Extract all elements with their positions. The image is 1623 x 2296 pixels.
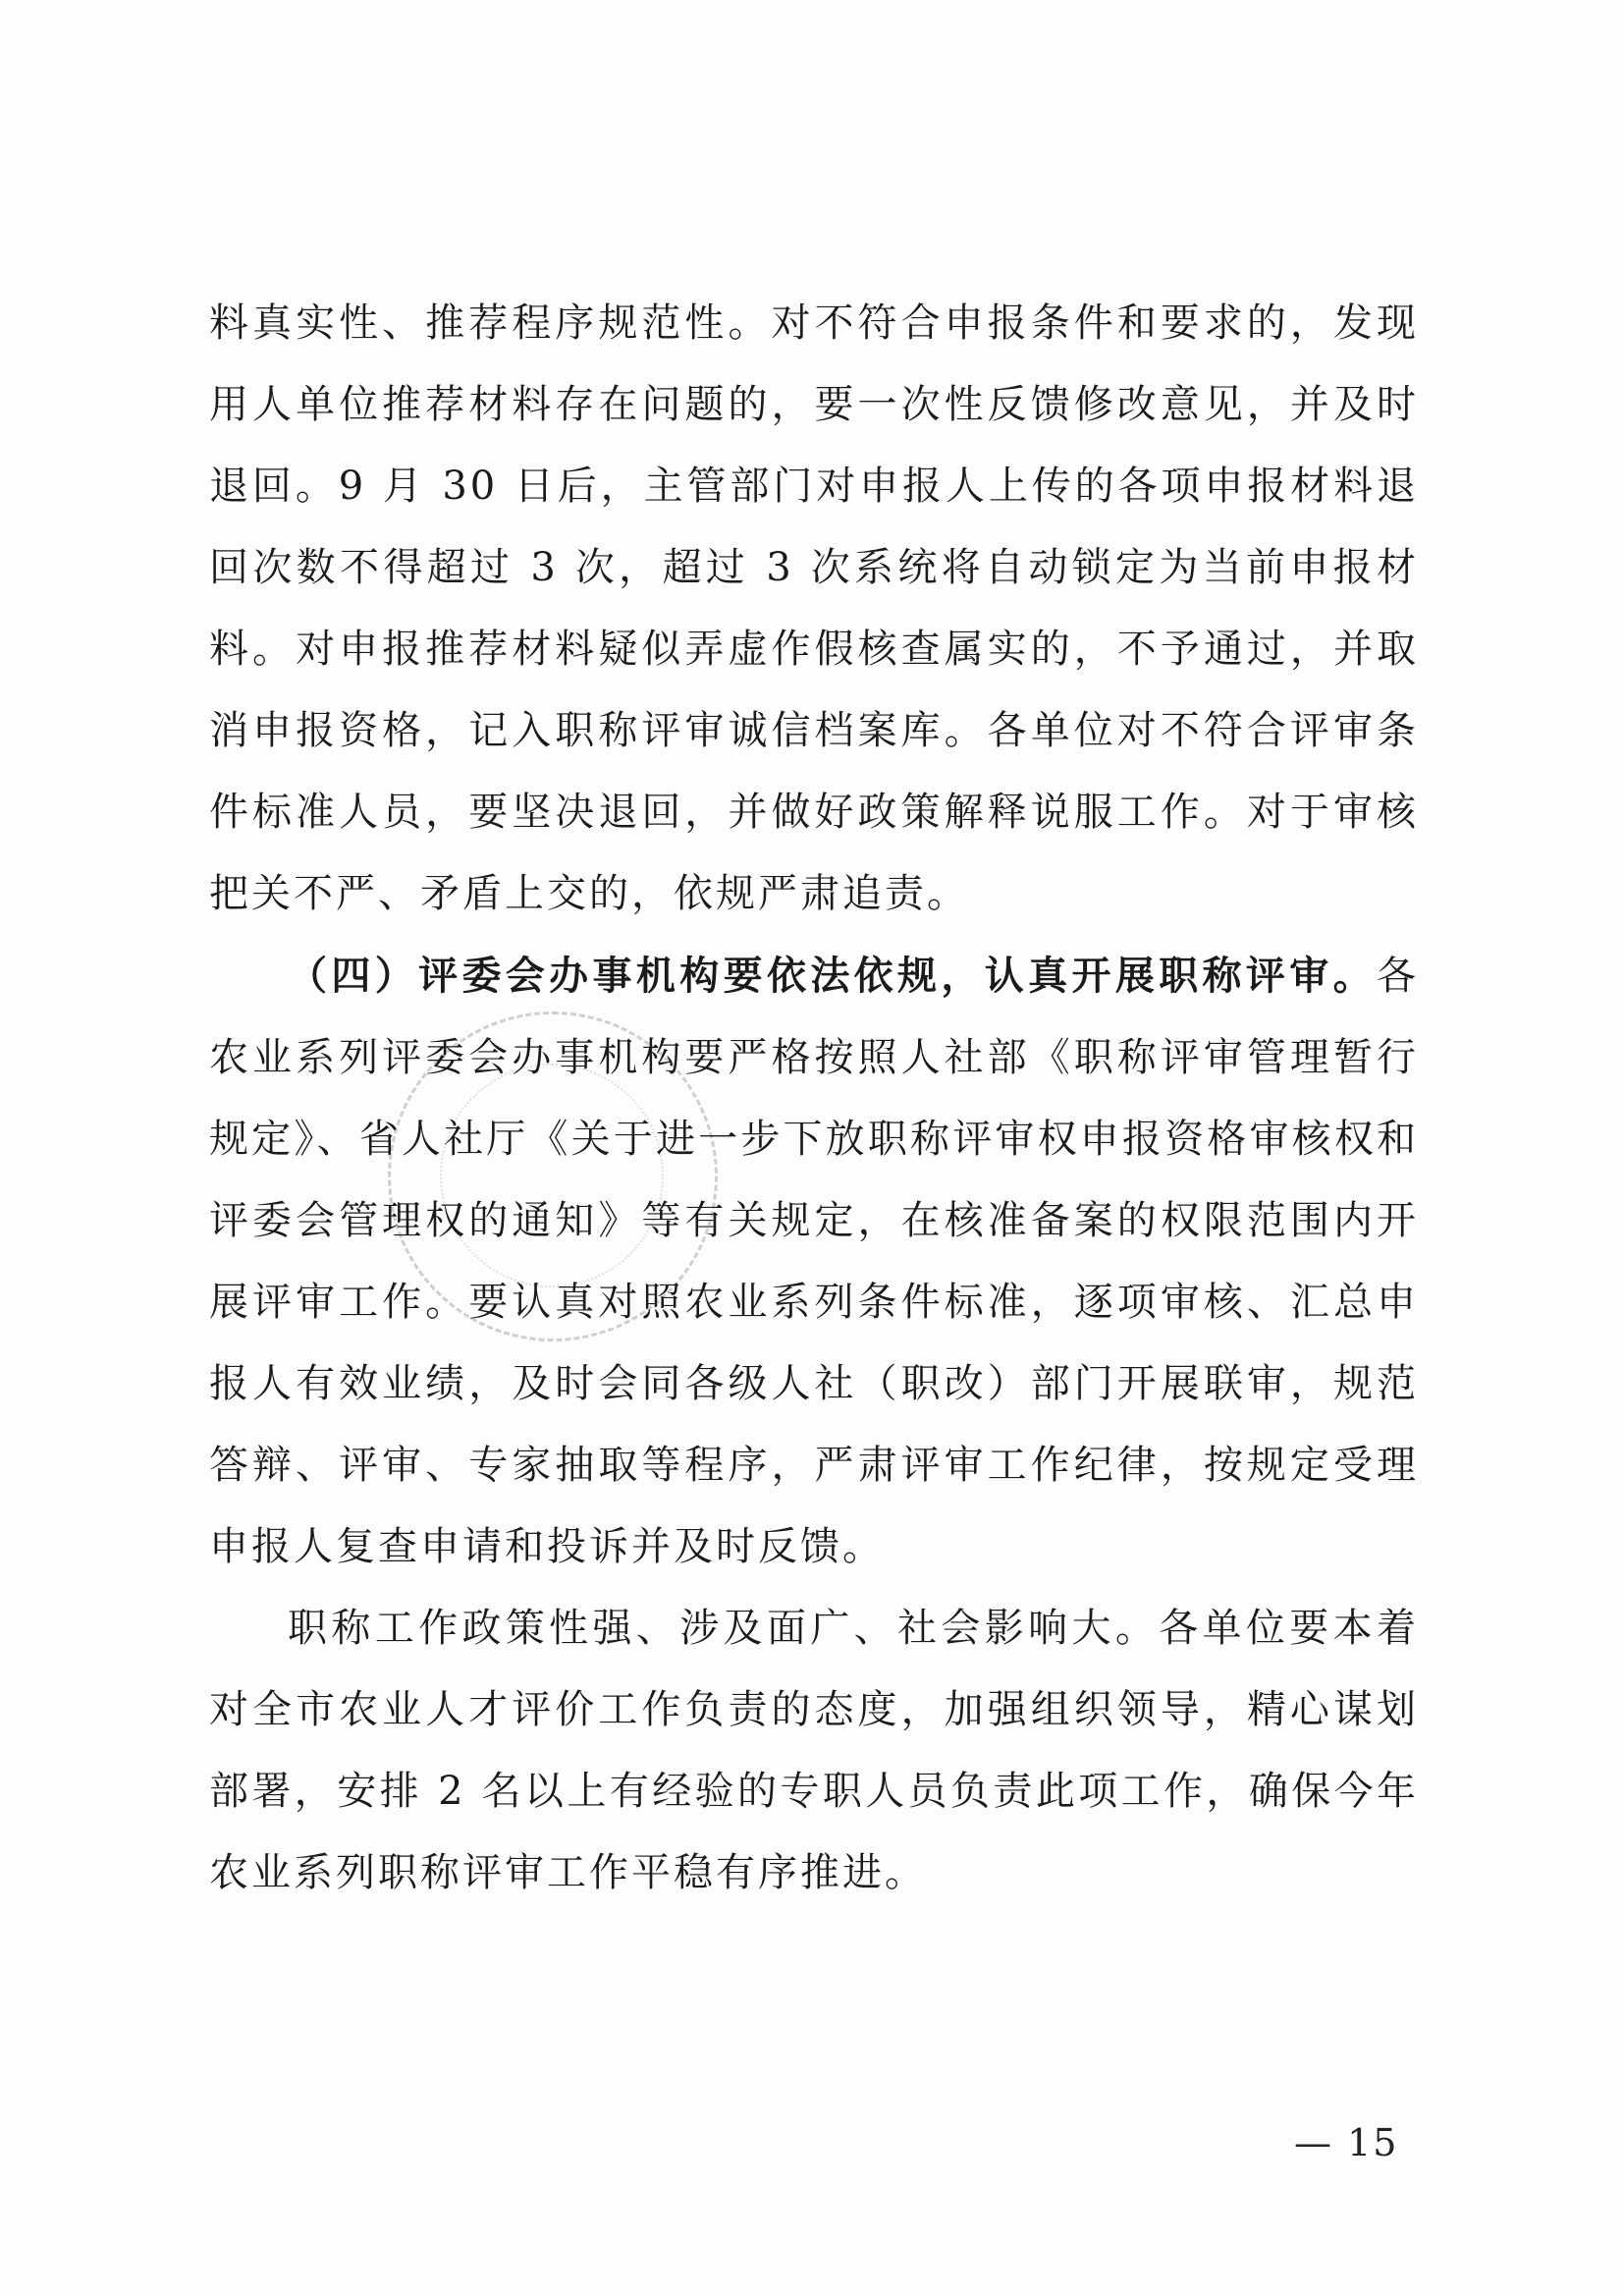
section-heading: （四）评委会办事机构要依法依规，认真开展职称评审。 <box>288 953 1377 999</box>
paragraph-continuation: 料真实性、推荐程序规范性。对不符合申报条件和要求的，发现用人单位推荐材料存在问题的，要一次性反馈修改意见，并及时退回。9 月 30 日后，主管部门对申报人上传的各项申报材料退回次数不得超过 3 次，超过 3 次系统将自动锁定为当前申报材料。对申报推荐材料疑似弄虚作假核查属实的，不予通过，并取消申报资格，记入职称评审诚信档案库。各单位对不符合评审条件标准人员，要坚决退回，并做好政策解释说服工作。对于审核把关不严、矛盾上交的，依规严肃追责。 <box>209 301 1419 916</box>
body-text <box>209 283 1419 1914</box>
section-body: 各农业系列评委会办事机构要严格按照人社部《职称评审管理暂行规定》、省人社厅《关于进一步下放职称评审权申报资格审核权和评委会管理权的通知》等有关规定，在核准备案的权限范围内开展评审工作。要认真对照农业系列条件标准，逐项审核、汇总申报人有效业绩，及时会同各级人社（职改）部门开展联审，规范答辩、评审、专家抽取等程序，严肃评审工作纪律，按规定受理申报人复查申请和投诉并及时反馈。 <box>209 954 1419 1569</box>
page-number: — 15 <box>1294 2121 1399 2164</box>
paragraph-section-four <box>209 935 1419 1588</box>
paragraph-closing: 职称工作政策性强、涉及面广、社会影响大。各单位要本着对全市农业人才评价工作负责的态度，加强组织领导，精心谋划部署，安排 2 名以上有经验的专职人员负责此项工作，确保今年农业系列职称评审工作平稳有序推进。 <box>209 1606 1419 1895</box>
